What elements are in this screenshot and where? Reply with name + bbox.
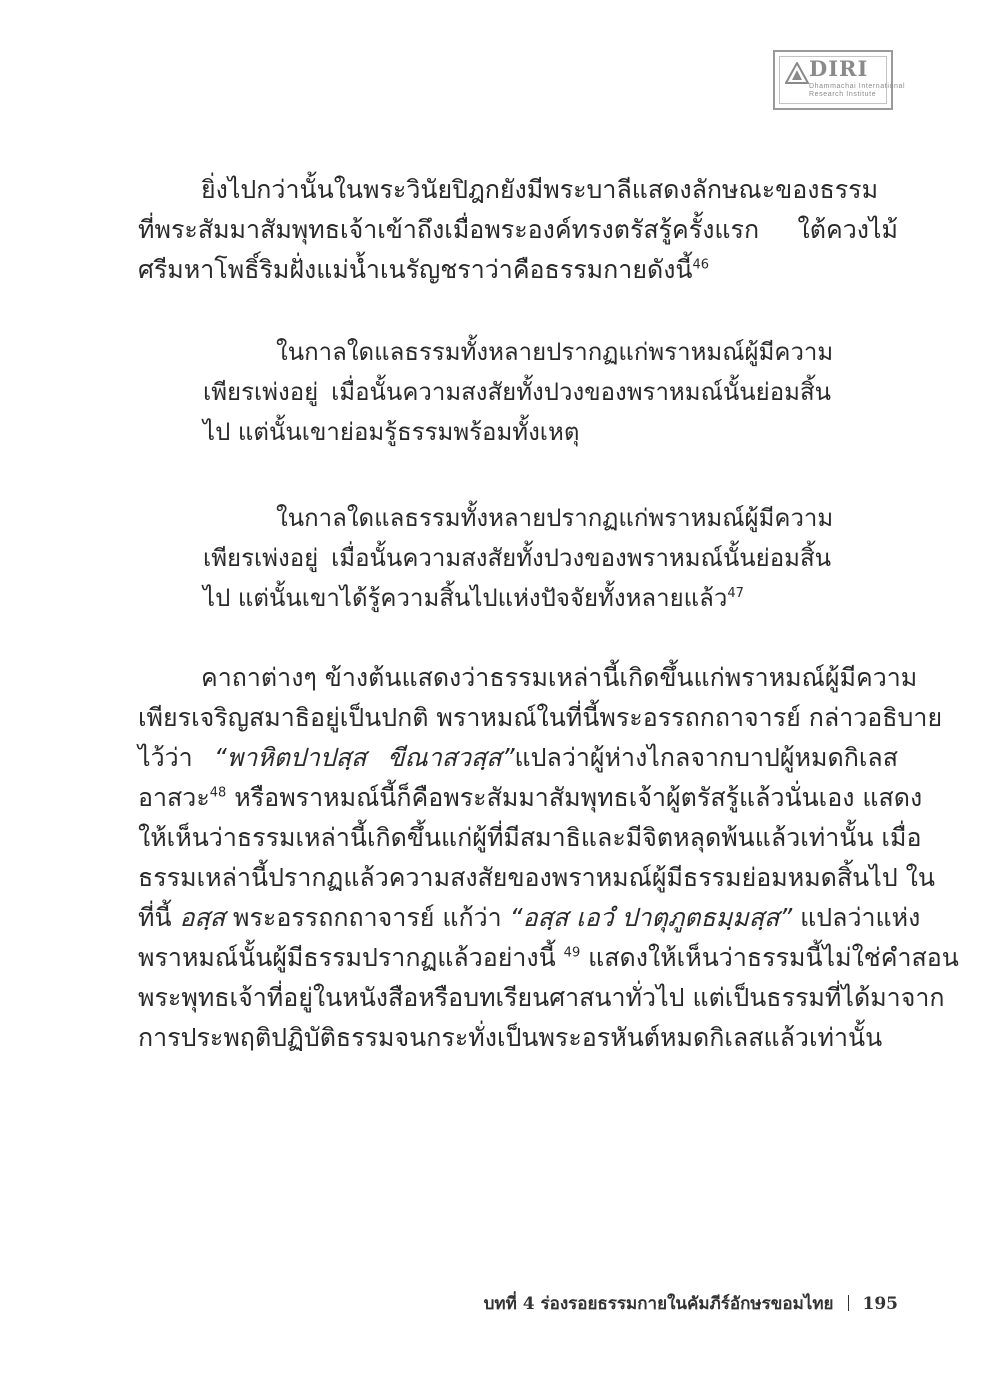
quote-1 <box>203 332 834 452</box>
p2-l4-b: หรือพราหมณ์นี้ก็คือพระสัมมาสัมพุทธเจ้าผู้ตรัสรู้แล้วนั่นเอง แสดง <box>226 783 923 812</box>
paragraph-1-line-1: ยิ่งไปกว่านั้นในพระวินัยปิฎกยังมีพระบาลีแสดงลักษณะของธรรม <box>201 175 879 204</box>
p2-l7-a: ที่นี้ <box>138 903 180 932</box>
p2-l8-b: แสดงให้เห็นว่าธรรมนี้ไม่ใช่คำสอน <box>580 943 959 972</box>
footer-divider <box>848 1295 849 1311</box>
paragraph-2 <box>138 658 959 1058</box>
p2-l7-b: พระอรรถกถาจารย์ แก้ว่า <box>225 903 510 932</box>
p2-l7-c: แปลว่าแห่ง <box>792 903 921 932</box>
quote-2-line-3 <box>203 578 831 618</box>
footnote-47: 47 <box>727 586 744 601</box>
paragraph-2-line-9: พระพุทธเจ้าที่อยู่ในหนังสือหรือบทเรียนศาสนาทั่วไป แต่เป็นธรรมที่ได้มาจาก <box>138 983 945 1012</box>
paragraph-1-line-3 <box>138 250 898 290</box>
footnote-49: 49 <box>563 945 581 961</box>
paragraph-1 <box>138 170 898 290</box>
paragraph-1-line-2: ที่พระสัมมาสัมพุทธเจ้าเข้าถึงเมื่อพระองค์ทรงตรัสรู้ครั้งแรก ใต้ควงไม้ <box>138 215 898 244</box>
quote-2-line-1: ในกาลใดแลธรรมทั้งหลายปรากฏแก่พราหมณ์ผู้มีความ <box>276 504 834 532</box>
p2-l4-a: อาสวะ <box>138 783 210 812</box>
footnote-48: 48 <box>209 785 227 801</box>
p2-l3-a: ไว้ว่า <box>138 743 214 772</box>
page-number: 195 <box>862 1294 898 1314</box>
paragraph-1-line-3-text: ศรีมหาโพธิ์ริมฝั่งแม่น้ำเนรัญชราว่าคือธรรมกายดังนี้ <box>138 255 693 284</box>
logo-title: DIRI <box>809 56 869 81</box>
logo-subtitle <box>809 83 905 99</box>
paragraph-2-line-8 <box>138 938 959 978</box>
paragraph-2-line-4 <box>138 778 923 818</box>
quote-2-line-2: เพียรเพ่งอยู่ เมื่อนั้นความสงสัยทั้งปวงของพราหมณ์นั้นย่อมสิ้น <box>203 544 831 572</box>
paragraph-2-line-2: เพียรเจริญสมาธิอยู่เป็นปกติ พราหมณ์ในที่นี้พระอรรถกถาจารย์ กล่าวอธิบาย <box>138 703 943 732</box>
pali-term-3: “อสฺส เอวํ ปาตุภูตธมฺมสฺส” <box>509 903 793 932</box>
logo-subtitle-line-1: Dhammachai International <box>809 83 906 90</box>
quote-2-line-3-text: ไป แต่นั้นเขาได้รู้ความสิ้นไปแห่งปัจจัยทั้งหลายแล้ว <box>203 584 728 612</box>
paragraph-2-line-5: ให้เห็นว่าธรรมเหล่านี้เกิดขึ้นแก่ผู้ที่มีสมาธิและมีจิตหลุดพ้นแล้วเท่านั้น เมื่อ <box>138 823 922 852</box>
paragraph-2-line-7 <box>138 898 921 938</box>
paragraph-2-line-10: การประพฤติปฏิบัติธรรมจนกระทั่งเป็นพระอรหันต์หมดกิเลสแล้วเท่านั้น <box>138 1023 883 1052</box>
paragraph-2-line-6: ธรรมเหล่านี้ปรากฏแล้วความสงสัยของพราหมณ์ผู้มีธรรมย่อมหมดสิ้นไป ใน <box>138 863 935 892</box>
footnote-46: 46 <box>692 257 710 273</box>
triangle-emblem-icon <box>785 62 809 84</box>
quote-1-line-1: ในกาลใดแลธรรมทั้งหลายปรากฏแก่พราหมณ์ผู้มีความ <box>276 338 834 366</box>
paragraph-2-line-3 <box>138 738 898 778</box>
paragraph-2-block <box>138 658 959 1058</box>
p2-l3-b: แปลว่าผู้ห่างไกลจากบาปผู้หมดกิเลส <box>514 743 899 772</box>
p2-l8-a: พราหมณ์นั้นผู้มีธรรมปรากฏแล้วอย่างนี้ <box>138 943 564 972</box>
diri-logo <box>773 50 906 110</box>
pali-term-1: “พาหิตปาปสฺส ขีณาสวสฺส” <box>213 743 515 772</box>
quote-2 <box>203 498 834 618</box>
pali-term-2: อสฺส <box>179 903 226 932</box>
quote-1-line-2: เพียรเพ่งอยู่ เมื่อนั้นความสงสัยทั้งปวงของพราหมณ์นั้นย่อมสิ้น <box>203 378 831 406</box>
quote-1-line-3: ไป แต่นั้นเขาย่อมรู้ธรรมพร้อมทั้งเหตุ <box>203 418 580 446</box>
main-text <box>138 170 898 290</box>
paragraph-2-line-1: คาถาต่างๆ ข้างต้นแสดงว่าธรรมเหล่านี้เกิดขึ้นแก่พราหมณ์ผู้มีความ <box>201 663 918 692</box>
logo-subtitle-line-2: Research Institute <box>809 91 877 98</box>
chapter-title: บทที่ 4 ร่องรอยธรรมกายในคัมภีร์อักษรขอมไทย <box>483 1294 834 1314</box>
page-footer <box>484 1290 898 1317</box>
